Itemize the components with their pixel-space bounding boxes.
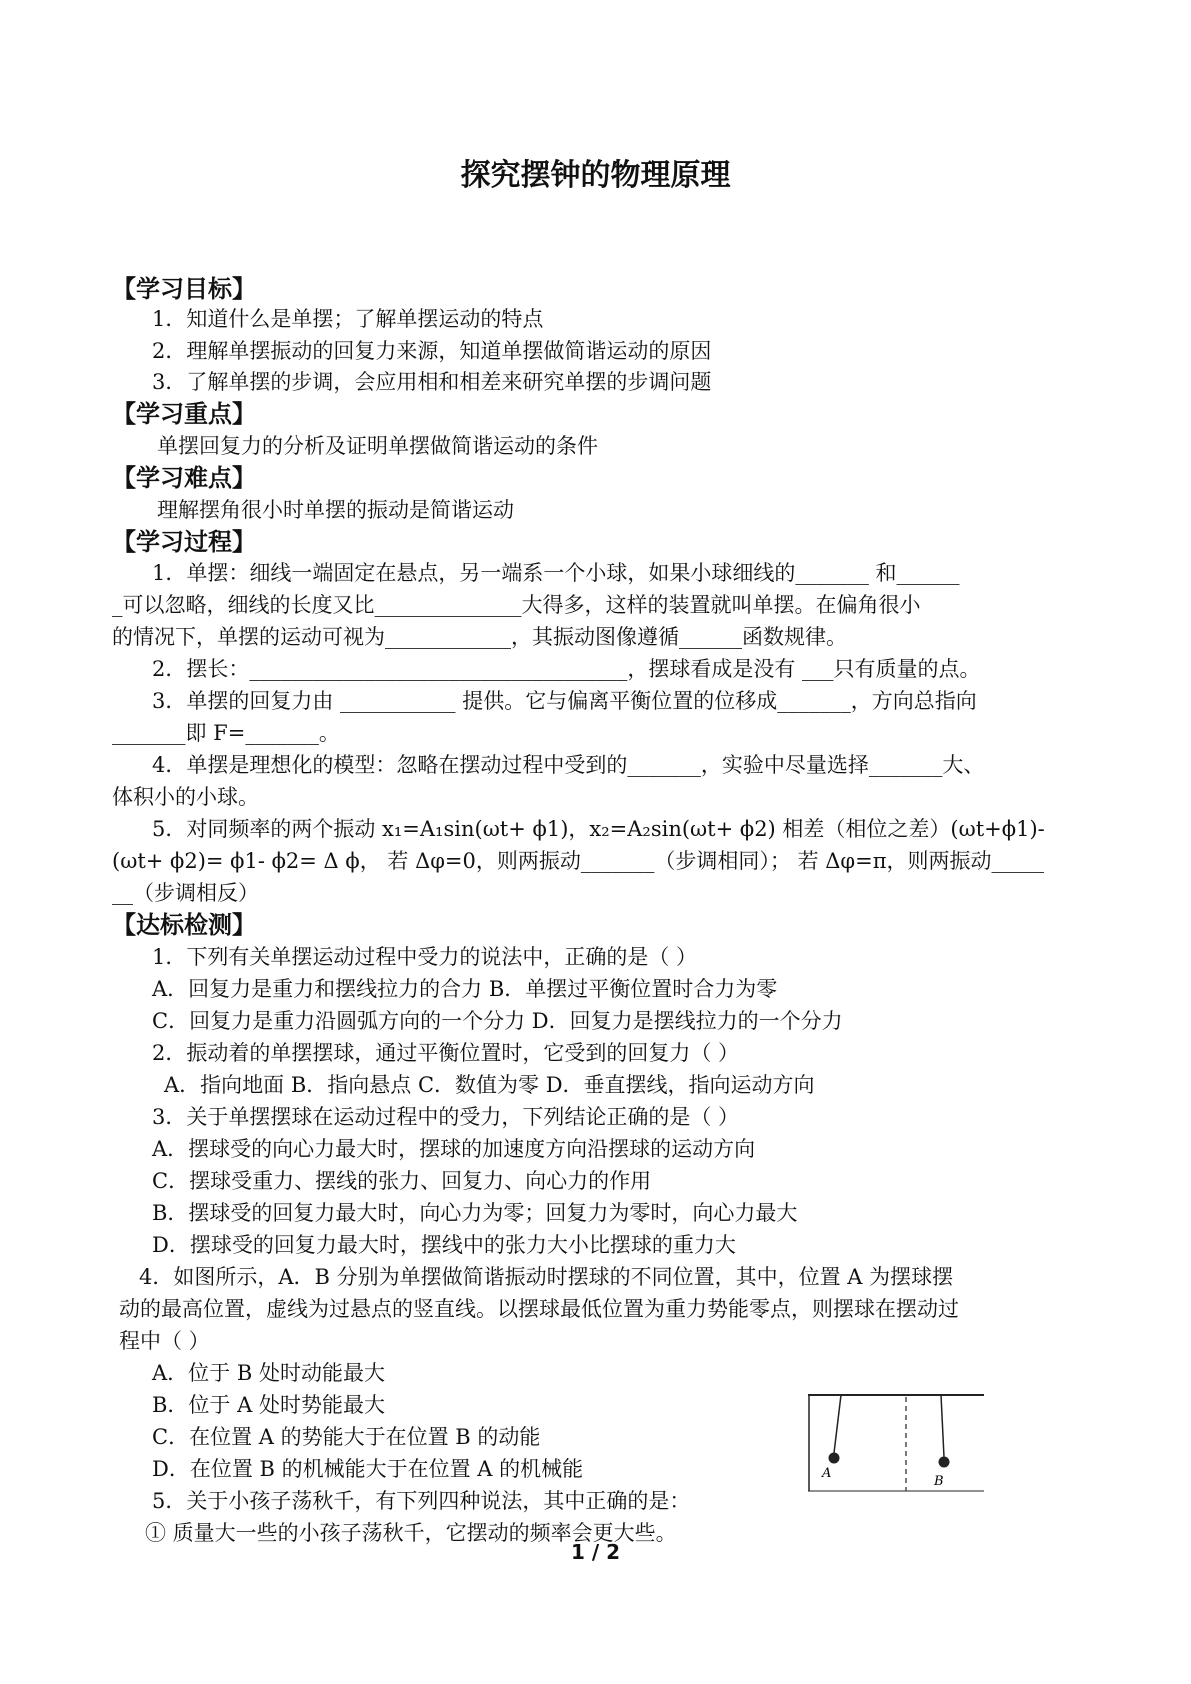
text-line: 单摆回复力的分析及证明单摆做简谐运动的条件: [157, 434, 598, 458]
text-line: 3．单摆的回复力由 ___________ 提供。它与偏离平衡位置的位移成_______，方向总指向: [152, 689, 977, 713]
text-line: 4．单摆是理想化的模型：忽略在摆动过程中受到的_______，实验中尽量选择_______大、: [152, 753, 985, 777]
text-line: (ωt+ ϕ2)= ϕ1- ϕ2= Δ ϕ， 若 Δφ=0，则两振动_______（步调相同）； 若 Δφ=π，则两振动_____: [112, 849, 1045, 873]
section-heading-goals: 【学习目标】: [112, 275, 256, 303]
question-option: D．摆球受的回复力最大时，摆线中的张力大小比摆球的重力大: [152, 1233, 736, 1257]
question-option: A．位于 B 处时动能最大: [152, 1361, 385, 1385]
question-option: A．指向地面 B．指向悬点 C．数值为零 D．垂直摆线，指向运动方向: [164, 1073, 815, 1097]
text-line: 程中（ ）: [119, 1329, 210, 1353]
question-3: 3．关于单摆摆球在运动过程中的受力，下列结论正确的是（ ）: [152, 1105, 740, 1129]
question-2: 2．振动着的单摆摆球，通过平衡位置时，它受到的回复力（ ）: [152, 1041, 740, 1065]
question-4: 4．如图所示，A．B 分别为单摆做简谐振动时摆球的不同位置，其中，位置 A 为摆球摆: [139, 1265, 954, 1289]
question-option: C．回复力是重力沿圆弧方向的一个分力 D．回复力是摆线拉力的一个分力: [152, 1009, 843, 1033]
label-a: A: [822, 1466, 832, 1481]
text-line: 3．了解单摆的步调，会应用相和相差来研究单摆的步调问题: [152, 370, 712, 394]
question-option: B．摆球受的回复力最大时，向心力为零；回复力为零时，向心力最大: [152, 1201, 798, 1225]
text-line: 理解摆角很小时单摆的振动是简谐运动: [157, 498, 514, 522]
text-line: 动的最高位置，虚线为过悬点的竖直线。以摆球最低位置为重力势能零点，则摆球在摆动过: [119, 1297, 959, 1321]
section-heading-difficulty: 【学习难点】: [112, 464, 256, 492]
question-option: C．摆球受重力、摆线的张力、回复力、向心力的作用: [152, 1169, 652, 1193]
question-option: D．在位置 B 的机械能大于在位置 A 的机械能: [152, 1457, 584, 1481]
section-heading-test: 【达标检测】: [112, 911, 256, 939]
text-line: _______即 F=_______。: [112, 721, 340, 745]
question-option: B．位于 A 处时势能最大: [152, 1393, 385, 1417]
question-option: A．回复力是重力和摆线拉力的合力 B．单摆过平衡位置时合力为零: [152, 977, 778, 1001]
text-line: 1．单摆：细线一端固定在悬点，另一端系一个小球，如果小球细线的_______ 和______: [152, 561, 960, 585]
string-a: [834, 1395, 841, 1453]
question-option: A．摆球受的向心力最大时，摆球的加速度方向沿摆球的运动方向: [152, 1137, 756, 1161]
text-line: 5．对同频率的两个振动 x₁=A₁sin(ωt+ ϕ1)，x₂=A₂sin(ωt+ ϕ2) 相差（相位之差）(ωt+ϕ1)-: [152, 817, 1045, 841]
text-line: __（步调相反）: [112, 881, 259, 905]
section-heading-key: 【学习重点】: [112, 400, 256, 428]
question-1: 1．下列有关单摆运动过程中受力的说法中，正确的是（ ）: [152, 945, 698, 969]
section-heading-process: 【学习过程】: [112, 528, 256, 556]
text-line: 的情况下，单摆的运动可视为____________，其振动图像遵循______函数规律。: [112, 625, 847, 649]
page-number: 1 / 2: [570, 1540, 621, 1564]
text-line: 体积小的小球。: [112, 785, 259, 809]
page-title: 探究摆钟的物理原理: [460, 158, 731, 193]
question-5: 5．关于小孩子荡秋千，有下列四种说法，其中正确的是：: [152, 1489, 691, 1513]
string-b: [941, 1395, 944, 1457]
pendulum-figure: [808, 1393, 984, 1493]
ball-b: [939, 1457, 950, 1468]
text-line: 2．摆长：____________________________________，摆球看成是没有 ___只有质量的点。: [152, 657, 981, 681]
text-line: ① 质量大一些的小孩子荡秋千，它摆动的频率会更大些。: [145, 1521, 677, 1545]
label-b: B: [934, 1474, 944, 1489]
ball-a: [829, 1453, 840, 1464]
question-option: C．在位置 A 的势能大于在位置 B 的动能: [152, 1425, 541, 1449]
text-line: 1．知道什么是单摆；了解单摆运动的特点: [152, 307, 544, 331]
text-line: _可以忽略，细线的长度又比______________大得多，这样的装置就叫单摆。在偏角很小: [112, 593, 921, 617]
text-line: 2．理解单摆振动的回复力来源，知道单摆做简谐运动的原因: [152, 339, 712, 363]
